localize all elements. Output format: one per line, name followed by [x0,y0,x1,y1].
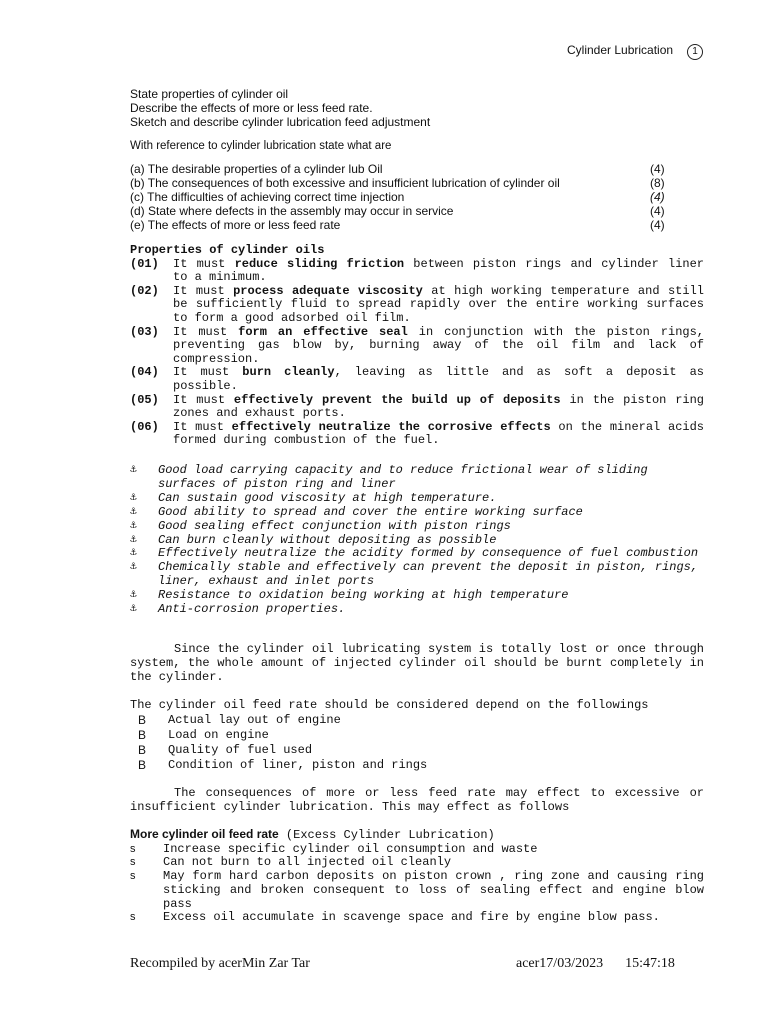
property-text: It must form an effective seal in conjunction with the piston rings, preventing gas blow by, burning away of the oil film and lack of compression. [173,324,704,366]
question-intro: With reference to cylinder lubrication state what are [130,140,392,152]
property-item [130,421,704,448]
bullet-item [130,561,704,589]
bullet-text: Good ability to spread and cover the entire working surface [158,504,583,519]
list-marker: s [130,842,136,855]
properties-section [130,244,704,448]
bullet-text: Chemically stable and effectively can prevent the deposit in piston, rings, liner, exhaust and inlet ports [158,560,699,589]
property-item [130,285,704,326]
question-text: (a) The desirable properties of a cylinder lub Oil [130,162,383,176]
anchor-icon: ⚓ [130,491,137,504]
bullet-item [130,464,704,492]
list-marker: B [138,743,147,757]
anchor-icon: ⚓ [130,561,137,574]
bullet-text: Anti-corrosion properties. [158,602,346,617]
effect-text: Increase specific cylinder oil consumption and waste [163,841,538,856]
property-item [130,326,704,367]
question-text: (d) State where defects in the assembly may occur in service [130,204,454,218]
list-marker: B [138,713,147,727]
bullet-text: Good load carrying capacity and to reduce frictional wear of sliding surfaces of piston ring and liner [158,463,648,491]
list-marker: B [138,758,147,772]
list-marker: B [138,728,147,742]
effect-text: Can not burn to all injected oil cleanly [163,855,452,870]
bullet-item [130,520,704,534]
feed-text: Actual lay out of engine [168,713,341,727]
question-marks: (8) [650,176,665,190]
header-title: Cylinder Lubrication [567,43,674,57]
effect-item [130,856,704,870]
question-text: (b) The consequences of both excessive and insufficient lubrication of cylinder oil [130,176,560,190]
feed-text: Quality of fuel used [168,743,313,757]
property-text: It must effectively prevent the build up of deposits in the piston ring zones and exhaust ports. [173,392,704,421]
paragraph-lost-system: Since the cylinder oil lubricating system is totally lost or once through system, the whole amount of injected cylinder oil should be burnt completely in the cylinder. [130,642,704,684]
learning-objectives [130,87,430,129]
bullet-text: Effectively neutralize the acidity formed by consequence of fuel combustion [158,546,699,561]
objective-line: State properties of cylinder oil [130,87,289,101]
anchor-icon: ⚓ [130,533,137,546]
bullet-item [130,603,704,617]
effect-item [130,843,704,857]
property-number: (06) [130,419,159,434]
question-text: (c) The difficulties of achieving correct time injection [130,190,405,204]
question-list [130,162,670,232]
list-marker: s [130,856,136,869]
bullet-item [130,534,704,548]
bullet-item [130,492,704,506]
bullet-text: Can burn cleanly without depositing as possible [158,532,497,547]
anchor-icon: ⚓ [130,589,137,602]
feed-intro: The cylinder oil feed rate should be considered depend on the followings [130,698,649,712]
bullet-item [130,589,704,603]
question-text: (e) The effects of more or less feed rate [130,218,341,232]
feed-text: Load on engine [168,728,269,742]
question-row [130,162,670,176]
bullet-list [130,464,704,617]
question-row [130,204,670,218]
property-number: (04) [130,365,159,380]
footer-timestamp [516,956,675,972]
property-number: (03) [130,324,159,339]
property-text: It must burn cleanly, leaving as little and as soft a deposit as possible. [173,365,704,393]
effect-text: May form hard carbon deposits on piston crown , ring zone and causing ring sticking and broken consequent to loss of sealing effect and engine blow pass [163,869,704,911]
property-text: It must reduce sliding friction between piston rings and cylinder liner to a minimum. [173,256,705,285]
feed-item [130,743,704,758]
property-item [130,258,704,285]
question-row [130,176,670,190]
paragraph-consequences: The consequences of more or less feed rate may effect to excessive or insufficient cylinder lubrication. This may effect as follows [130,786,704,814]
feed-item [130,728,704,743]
bullet-text: Good sealing effect conjunction with piston rings [158,518,511,533]
question-marks: (4) [650,204,665,218]
footer-time: 15:47:18 [625,956,675,971]
anchor-icon: ⚓ [130,519,137,532]
bullet-text: Resistance to oxidation being working at high temperature [158,588,569,603]
feed-rate-factors [130,698,704,773]
property-number: (01) [130,256,159,271]
objective-line: Sketch and describe cylinder lubrication feed adjustment [130,115,431,129]
bullet-item [130,506,704,520]
property-item [130,394,704,421]
anchor-icon: ⚓ [130,464,137,476]
more-feed-rate-section [130,828,704,925]
effect-item [130,870,704,911]
anchor-icon: ⚓ [130,505,137,518]
property-item [130,366,704,393]
effect-item [130,911,704,925]
question-marks: (4) [650,218,665,232]
section-title: More cylinder oil feed rate (Excess Cylinder Lubrication) [130,827,495,842]
feed-item [130,758,704,773]
property-number: (05) [130,392,159,407]
bullet-text: Can sustain good viscosity at high temperature. [158,490,497,505]
list-marker: s [130,911,136,924]
question-row [130,218,670,232]
property-text: It must process adequate viscosity at high working temperature and still be sufficiently fluid to spread rapidly over the entire working surfaces to form a good adsorbed oil film. [173,283,704,325]
bullet-item [130,547,704,561]
property-number: (02) [130,283,159,298]
effect-text: Excess oil accumulate in scavenge space and fire by engine blow pass. [163,910,660,925]
objective-line: Describe the effects of more or less feed rate. [130,101,373,115]
section-title: Properties of cylinder oils [130,243,325,257]
question-row [130,190,670,204]
feed-text: Condition of liner, piston and rings [168,758,428,772]
anchor-icon: ⚓ [130,547,137,560]
page-number-badge: 1 [687,44,703,60]
footer-date: acer17/03/2023 [516,956,604,971]
question-marks: (4) [650,190,665,204]
anchor-icon: ⚓ [130,603,137,616]
question-marks: (4) [650,162,665,176]
footer-author: Recompiled by acerMin Zar Tar [130,956,310,971]
property-text: It must effectively neutralize the corrosive effects on the mineral acids formed during combustion of the fuel. [173,419,704,448]
list-marker: s [130,870,136,883]
feed-item [130,713,704,728]
